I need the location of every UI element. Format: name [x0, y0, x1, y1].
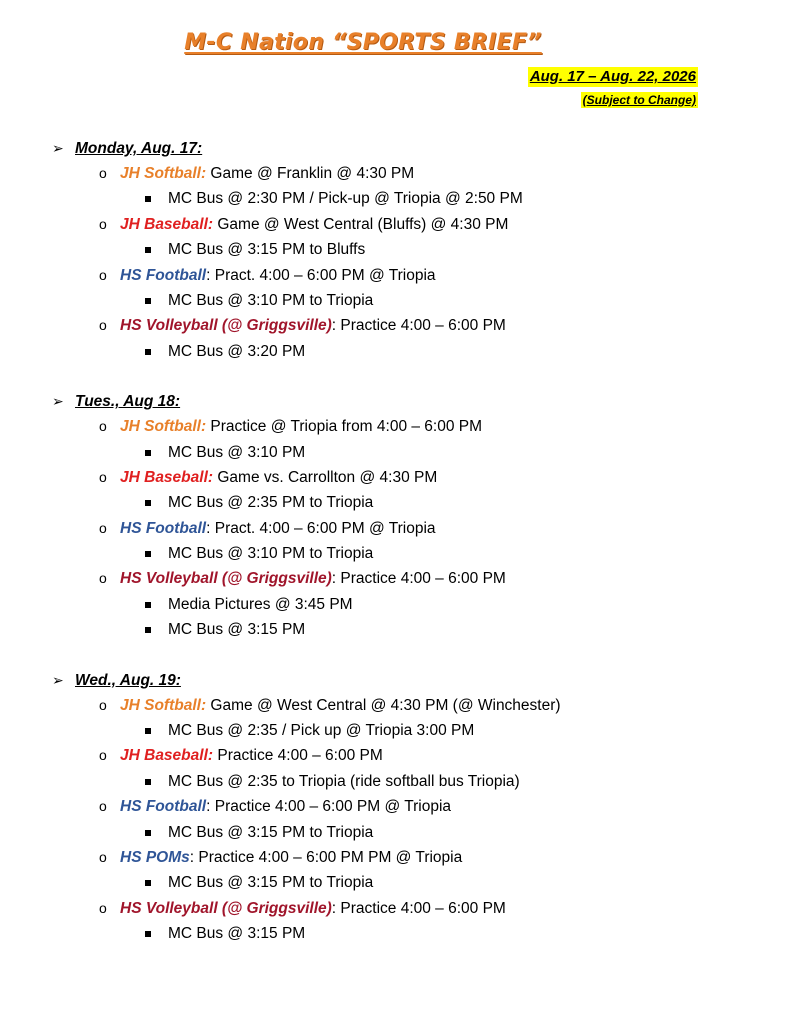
- day-label: Tues., Aug 18:: [75, 393, 181, 411]
- event-item: [52, 743, 752, 768]
- square-bullet-icon: [145, 602, 151, 608]
- square-bullet-icon: [145, 247, 151, 253]
- circle-bullet-icon: o: [99, 165, 107, 181]
- day-heading: [52, 136, 752, 161]
- sport-separator: :: [189, 848, 195, 866]
- event-detail: Pract. 4:00 – 6:00 PM @ Triopia: [210, 266, 436, 284]
- schedule-list: [52, 136, 752, 972]
- square-bullet-icon: [145, 931, 151, 937]
- note-text: MC Bus @ 2:35 PM to Triopia: [168, 494, 374, 512]
- circle-bullet-icon: o: [99, 468, 107, 485]
- sport-name: HS Football: [120, 519, 207, 537]
- note-text: MC Bus @ 2:35 to Triopia (ride softball bus Triopia): [168, 772, 520, 790]
- day-label: Wed., Aug. 19:: [75, 671, 181, 689]
- event-note: [52, 921, 752, 946]
- arrow-bullet-icon: ➢: [52, 393, 64, 410]
- circle-bullet-icon: o: [99, 519, 107, 536]
- circle-bullet-icon: o: [99, 570, 107, 587]
- square-bullet-icon: [145, 728, 151, 734]
- event-item: [52, 161, 752, 186]
- square-bullet-icon: [145, 196, 151, 202]
- event-detail: Game @ West Central @ 4:30 PM (@ Winchester): [206, 696, 561, 714]
- square-bullet-icon: [145, 551, 151, 557]
- event-note: [52, 541, 752, 566]
- event-note: [52, 339, 752, 364]
- event-detail: Practice @ Triopia from 4:00 – 6:00 PM: [206, 418, 483, 436]
- event-note: [52, 288, 752, 313]
- sport-name: HS Football: [120, 798, 207, 816]
- event-item: [52, 794, 752, 819]
- sport-separator: :: [331, 570, 337, 588]
- square-bullet-icon: [145, 450, 151, 456]
- day-section: [52, 668, 752, 947]
- day-heading: [52, 389, 752, 414]
- circle-bullet-icon: o: [99, 215, 107, 232]
- event-note: [52, 237, 752, 262]
- note-text: MC Bus @ 3:15 PM to Triopia: [168, 823, 374, 841]
- note-text: MC Bus @ 3:10 PM to Triopia: [168, 545, 374, 563]
- circle-bullet-icon: o: [99, 747, 107, 764]
- sport-name: HS Volleyball (@ Griggsville): [120, 317, 332, 335]
- event-detail: Pract. 4:00 – 6:00 PM @ Triopia: [210, 519, 436, 537]
- sport-name: JH Softball:: [120, 418, 207, 436]
- square-bullet-icon: [145, 298, 151, 304]
- event-detail: Game @ Franklin @ 4:30 PM: [206, 165, 415, 182]
- day-heading: [52, 668, 752, 693]
- event-note: [52, 186, 752, 211]
- event-note: [52, 440, 752, 465]
- event-item: [52, 566, 752, 591]
- event-item: [52, 516, 752, 541]
- note-text: MC Bus @ 3:10 PM: [168, 443, 306, 461]
- note-text: MC Bus @ 2:35 / Pick up @ Triopia 3:00 PM: [168, 722, 475, 740]
- sport-name: HS Volleyball (@ Griggsville): [120, 899, 332, 917]
- event-note: [52, 718, 752, 743]
- event-item: [52, 414, 752, 439]
- square-bullet-icon: [145, 349, 151, 355]
- square-bullet-icon: [145, 779, 151, 785]
- circle-bullet-icon: o: [99, 798, 107, 815]
- event-note: [52, 617, 752, 642]
- sport-name: HS Football: [120, 266, 207, 284]
- square-bullet-icon: [145, 500, 151, 506]
- sport-name: JH Baseball:: [120, 747, 214, 765]
- event-detail: Practice 4:00 – 6:00 PM: [336, 570, 506, 588]
- event-item: [52, 212, 752, 237]
- note-text: MC Bus @ 2:30 PM / Pick-up @ Triopia @ 2:50 PM: [168, 190, 523, 208]
- event-detail: Practice 4:00 – 6:00 PM @ Triopia: [210, 798, 452, 816]
- subject-to-change-note: (Subject to Change): [582, 93, 696, 107]
- note-text: MC Bus @ 3:10 PM to Triopia: [168, 291, 374, 309]
- circle-bullet-icon: o: [99, 266, 107, 283]
- note-text: Media Pictures @ 3:45 PM: [168, 595, 353, 613]
- sport-name: JH Baseball:: [120, 468, 214, 486]
- sport-separator: :: [331, 899, 337, 917]
- sport-separator: :: [206, 798, 211, 816]
- day-section: [52, 389, 752, 643]
- circle-bullet-icon: o: [99, 418, 107, 435]
- event-note: [52, 820, 752, 845]
- event-item: [52, 465, 752, 490]
- day-section: [52, 136, 752, 364]
- note-text: MC Bus @ 3:15 PM: [168, 621, 306, 639]
- event-item: [52, 313, 752, 338]
- circle-bullet-icon: o: [99, 696, 107, 713]
- square-bullet-icon: [145, 627, 151, 633]
- sport-separator: :: [206, 519, 211, 537]
- event-detail: Practice 4:00 – 6:00 PM: [336, 899, 506, 917]
- event-item: [52, 693, 752, 718]
- sport-name: JH Baseball:: [120, 215, 214, 233]
- square-bullet-icon: [145, 880, 151, 886]
- event-note: [52, 870, 752, 895]
- note-text: MC Bus @ 3:15 PM to Triopia: [168, 874, 374, 892]
- day-label: Monday, Aug. 17:: [75, 140, 203, 157]
- event-detail: Practice 4:00 – 6:00 PM PM @ Triopia: [194, 848, 463, 866]
- event-item: [52, 263, 752, 288]
- sport-name: HS POMs: [120, 848, 190, 866]
- event-note: [52, 769, 752, 794]
- arrow-bullet-icon: ➢: [52, 140, 64, 156]
- arrow-bullet-icon: ➢: [52, 671, 64, 688]
- event-detail: Game @ West Central (Bluffs) @ 4:30 PM: [213, 215, 509, 233]
- event-detail: Practice 4:00 – 6:00 PM: [213, 747, 383, 765]
- event-detail: Game vs. Carrollton @ 4:30 PM: [213, 468, 438, 486]
- sport-name: HS Volleyball (@ Griggsville): [120, 570, 332, 588]
- note-text: MC Bus @ 3:20 PM: [168, 342, 306, 360]
- event-item: [52, 845, 752, 870]
- page-title: M-C Nation “SPORTS BRIEF”: [184, 30, 542, 55]
- circle-bullet-icon: o: [99, 317, 107, 334]
- note-text: MC Bus @ 3:15 PM to Bluffs: [168, 241, 366, 259]
- note-text: MC Bus @ 3:15 PM: [168, 925, 306, 943]
- sport-name: JH Softball:: [120, 165, 207, 182]
- sport-separator: :: [206, 266, 211, 284]
- circle-bullet-icon: o: [99, 848, 107, 865]
- event-note: [52, 592, 752, 617]
- date-range: Aug. 17 – Aug. 22, 2026: [529, 68, 696, 85]
- circle-bullet-icon: o: [99, 899, 107, 916]
- event-detail: Practice 4:00 – 6:00 PM: [336, 317, 506, 335]
- square-bullet-icon: [145, 830, 151, 836]
- event-note: [52, 490, 752, 515]
- sport-name: JH Softball:: [120, 696, 207, 714]
- event-item: [52, 896, 752, 921]
- sport-separator: :: [331, 317, 337, 335]
